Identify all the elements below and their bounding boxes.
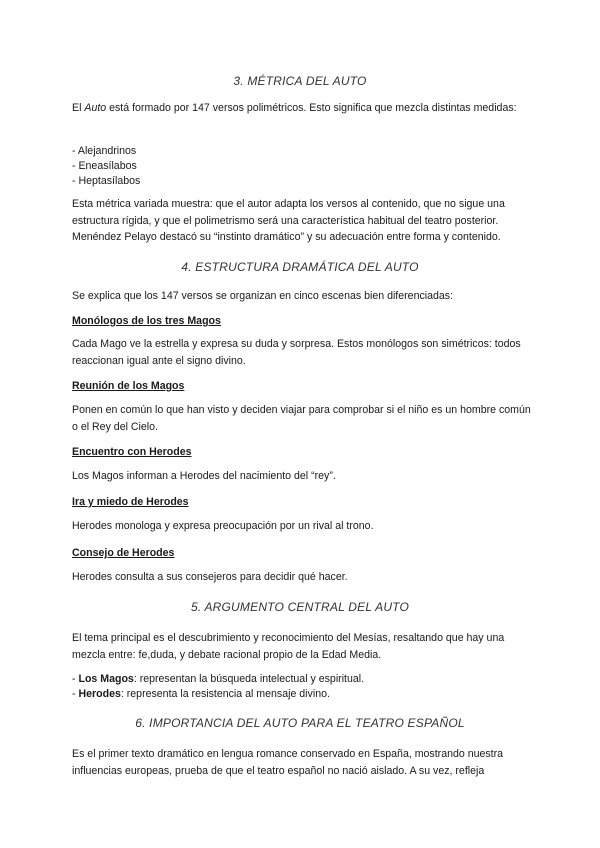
scene-text: Herodes consulta a sus consejeros para decidir qué hacer. <box>72 571 348 583</box>
section-6-title: 6. IMPORTANCIA DEL AUTO PARA EL TEATRO ESPAÑOL <box>135 716 465 730</box>
scene-text: Los Magos informan a Herodes del nacimiento del “rey”. <box>72 470 336 482</box>
list-item: - Los Magos: representan la búsqueda intelectual y espiritual. <box>72 673 365 685</box>
scene-text: Herodes monologa y expresa preocupación por un rival al trono. <box>72 520 374 532</box>
list-item: - Eneasílabos <box>72 160 137 172</box>
scene-heading: Consejo de Herodes <box>72 547 175 559</box>
metre-list <box>72 144 140 189</box>
scene-heading: Ira y miedo de Herodes <box>72 496 189 508</box>
scene-heading: Encuentro con Herodes <box>72 446 192 458</box>
scene-heading: Reunión de los Magos <box>72 380 185 392</box>
section-6-paragraph: Es el primer texto dramático en lengua romance conservado en España, mostrando nuestra influencias europeas, prueba de que el teatro español no nació aislado. A su vez, refleja <box>72 748 504 777</box>
section-3-intro: El Auto está formado por 147 versos polimétricos. Esto significa que mezcla distintas medidas: <box>72 102 517 114</box>
section-4-title: 4. ESTRUCTURA DRAMÁTICA DEL AUTO <box>181 260 419 274</box>
section-3-paragraph: Esta métrica variada muestra: que el autor adapta los versos al contenido, que no sigue una estructura rígida, y que el polimetrismo será una característica habitual del teatro posterior. Menéndez Pelayo destacó su “instinto dramático” y su adecuación entre forma y contenido. <box>72 198 505 243</box>
list-item: - Herodes: representa la resistencia al mensaje divino. <box>72 688 330 700</box>
list-item: - Heptasílabos <box>72 175 141 187</box>
scene-text: Cada Mago ve la estrella y expresa su duda y sorpresa. Estos monólogos son simétricos: todos reaccionan igual ante el signo divino. <box>72 338 521 367</box>
list-item: - Alejandrinos <box>72 145 137 157</box>
section-3-title: 3. MÉTRICA DEL AUTO <box>233 74 367 88</box>
section-5-paragraph: El tema principal es el descubrimiento y reconocimiento del Mesías, resaltando que hay una mezcla entre: fe,duda, y debate racional propio de la Edad Media. <box>72 632 505 661</box>
section-4-intro: Se explica que los 147 versos se organizan en cinco escenas bien diferenciadas: <box>72 290 454 302</box>
scene-text: Ponen en común lo que han visto y deciden viajar para comprobar si el niño es un hombre común o el Rey del Cielo. <box>72 404 531 433</box>
auto-italic: Auto <box>84 102 107 114</box>
characters-list <box>72 672 364 702</box>
section-5-title: 5. ARGUMENTO CENTRAL DEL AUTO <box>190 600 410 614</box>
scene-heading: Monólogos de los tres Magos <box>72 315 221 327</box>
